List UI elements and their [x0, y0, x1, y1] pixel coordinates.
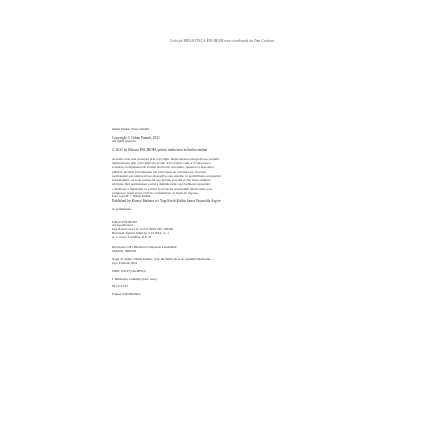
printed-line: Printed in ROMANIA	[112, 293, 141, 297]
title-entry: Nopţi cu ciumă / Orhan Pamuk ; trad. din limba turcă de Luminiţa Munteanu. –	[112, 257, 214, 261]
translator-line: Orhan Pamuk, Viaţa Gândirii	[112, 128, 150, 131]
rights-paragraph	[112, 157, 327, 196]
rights-line: scanarea, transpunerea în format electronic sau audio, punerea la dispoziţia	[112, 165, 214, 170]
copyright-main: Copyright © Orhan Pamuk, 2021	[112, 135, 160, 140]
rights-line: permanentă sau temporară pe dispozitive sau sisteme cu posibilitatea recuperării	[112, 173, 221, 178]
address-line: et. 1, sector 4, 040031, O.P. 53	[112, 236, 152, 240]
rights-line: informaţiilor, cu scop comercial sau gratuit, precum şi alte fapte similare	[112, 178, 211, 183]
address-line: www.polirom.ro	[112, 224, 134, 228]
agency-line: Published by Kiaesy Barbara c/o Yapi Kredi Kültür Sanat Yayıncılık Arşive	[112, 199, 221, 204]
translation-copyright: © 2021 by Editura POLIROM, pentru traducerea în limba română	[112, 148, 208, 153]
rights-line: multiplicarea prin orice mijloace şi sub orice formă, cum ar fi xeroxarea,	[112, 160, 211, 165]
rights-line: publică, inclusiv prin internet sau prin reţele de calculatoare, stocarea	[112, 169, 207, 174]
classification: 821.512.161	[112, 285, 128, 289]
rights-line: o încălcare a legislaţiei cu privire la protecţia proprietăţii intelectuale şi se	[112, 186, 213, 191]
rights-line: pedepsesc penal şi/sau civil în conformitate cu legile în vigoare.	[112, 191, 199, 195]
publisher-address	[112, 224, 327, 240]
copyright-block	[112, 128, 327, 297]
cover-photo: Foto copertă: © Orhan Pamuk	[112, 195, 151, 199]
series-note: Colecţia BIBLIOTECA POLIROM este coordonată de Dan Croitoru.	[169, 39, 276, 43]
rights-line: Această carte este protejată prin copyright. Reproducerea integrală sau parţială,	[112, 156, 220, 161]
address-line: Bucureşti, Splaiul Unirii nr. 6, bl. B3A, sc. 1,	[112, 232, 170, 236]
address-line: Iaşi, B-dul Carol I nr. 4; P.O. BOX 266, 700506	[112, 228, 173, 232]
author-entry: PAMUK, ORHAN	[112, 249, 137, 253]
permission-line: cu permisiunea	[112, 207, 132, 211]
isbn-line: ISBN: 978-973-46-8850-0	[112, 269, 146, 273]
rights-reserved: All rights reserved	[112, 140, 136, 144]
rights-line: săvârşite fără permisiunea scrisă a deţinătorului copyrightului reprezintă	[112, 182, 211, 187]
place-entry: Iaşi : Polirom, 2021	[112, 261, 138, 265]
cip-line: Descrierea CIP a Bibliotecii Naţionale a României:	[112, 246, 178, 250]
publisher-name: Editura POLIROM	[112, 220, 137, 224]
lang-line: I. Munteanu, Luminiţa (trad.; note)	[112, 277, 157, 281]
